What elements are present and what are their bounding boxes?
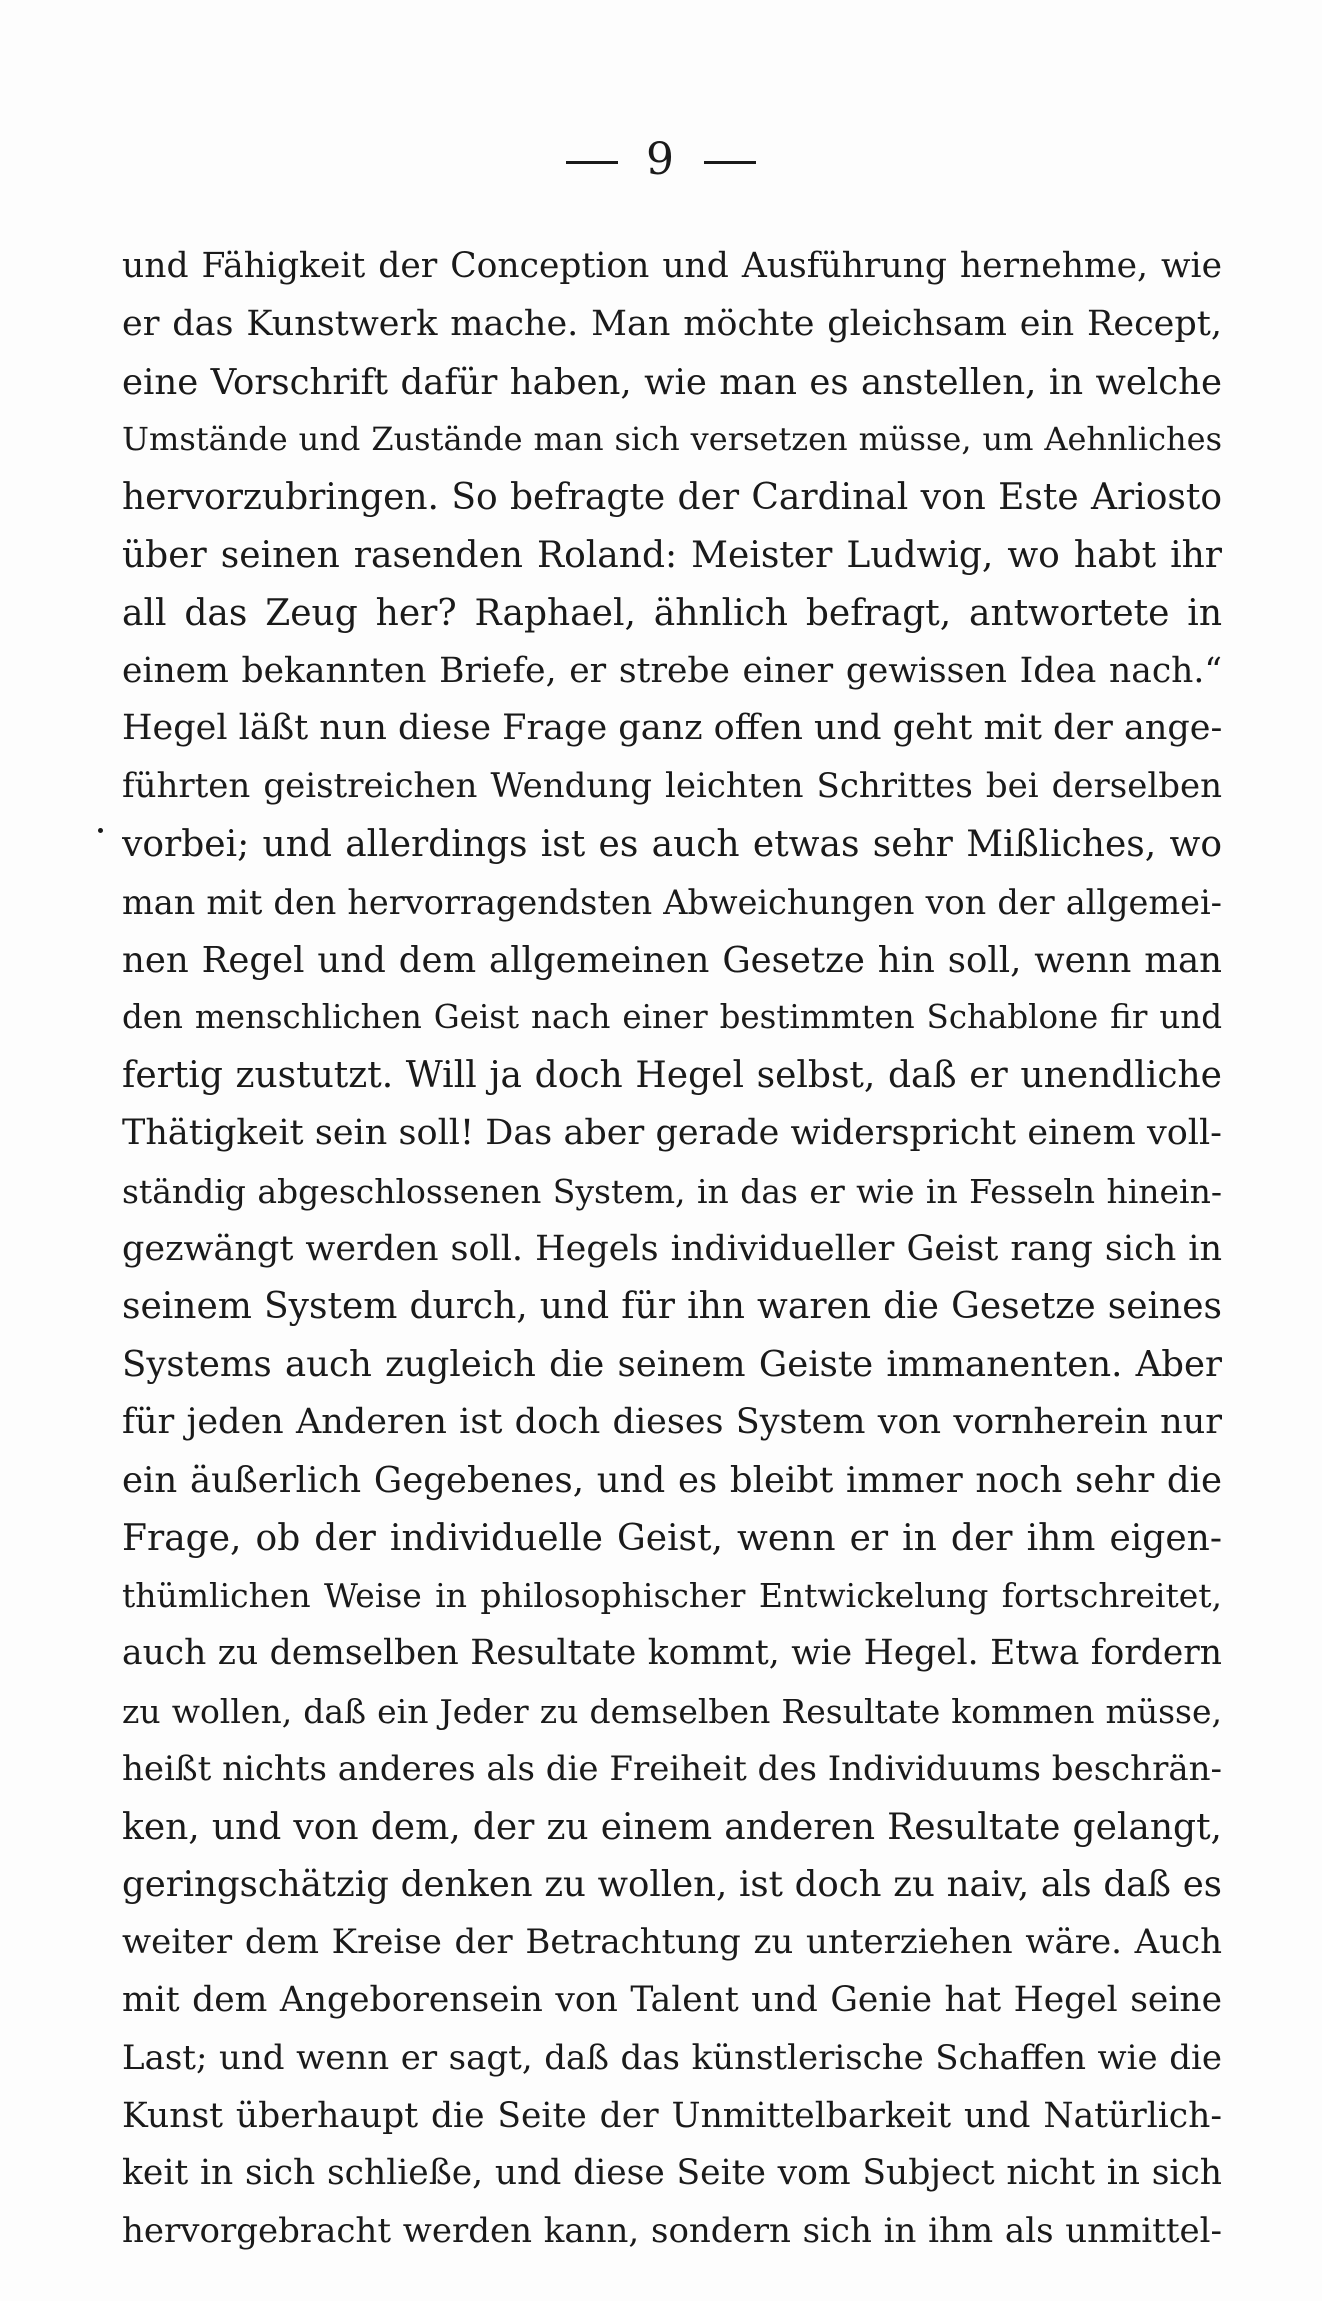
text-line: all das Zeug her? Raphael, ähnlich befragt, antwortete in [122,592,1222,634]
text-line: über seinen rasenden Roland: Meister Ludwig, wo habt ihr [122,534,1222,576]
text-line: vorbei; und allerdings ist es auch etwas sehr Mißliches, wo [122,823,1222,865]
page-header [0,130,1322,190]
text-line: keit in sich schließe, und diese Seite vom Subject nicht in sich [122,2153,1222,2194]
text-line: hervorgebracht werden kann, sondern sich in ihm als unmittel- [122,2211,1222,2252]
text-line: für jeden Anderen ist doch dieses System von vornherein nur [122,1401,1222,1442]
text-line: einem bekannten Briefe, er strebe einer gewissen Idea nach.“ [122,650,1222,691]
text-line: thümlichen Weise in philosophischer Entwickelung fortschreitet, [122,1576,1222,1616]
margin-dot [98,828,103,833]
text-line: den menschlichen Geist nach einer bestimmten Schablone fir und [122,998,1222,1037]
text-line: hervorzubringen. So befragte der Cardinal von Este Ariosto [122,477,1222,519]
body-text [122,238,1222,2261]
text-line: Umstände und Zustände man sich versetzen müsse, um Aehnliches [122,420,1222,459]
text-line: Frage, ob der individuelle Geist, wenn er in der ihm eigen- [122,1517,1222,1559]
text-line: mit dem Angeborensein von Talent und Genie hat Hegel seine [122,1979,1222,2020]
text-line: nen Regel und dem allgemeinen Gesetze hin soll, wenn man [122,939,1222,981]
text-line: fertig zustutzt. Will ja doch Hegel selbst, daß er unendliche [122,1055,1222,1097]
text-line: Hegel läßt nun diese Frage ganz offen und geht mit der ange- [122,708,1222,749]
text-line: gezwängt werden soll. Hegels individueller Geist rang sich in [122,1228,1222,1269]
text-line: Last; und wenn er sagt, daß das künstlerische Schaffen wie die [122,2037,1222,2078]
text-line: weiter dem Kreise der Betrachtung zu unterziehen wäre. Auch [122,1922,1222,1963]
text-line: ken, und von dem, der zu einem anderen Resultate gelangt, [122,1806,1222,1848]
text-line: er das Kunstwerk mache. Man möchte gleichsam ein Recept, [122,303,1222,344]
text-line: seinem System durch, und für ihn waren die Gesetze seines [122,1286,1222,1328]
text-line: und Fähigkeit der Conception und Ausführung hernehme, wie [122,246,1222,286]
text-line: auch zu demselben Resultate kommt, wie Hegel. Etwa fordern [122,1633,1222,1674]
text-line: zu wollen, daß ein Jeder zu demselben Resultate kommen müsse, [122,1691,1222,1731]
text-line: man mit den hervorragendsten Abweichungen von der allgemei- [122,882,1222,922]
text-line: eine Vorschrift dafür haben, wie man es anstellen, in welche [122,361,1222,403]
header-dash-right [704,161,756,164]
text-line: ein äußerlich Gegebenes, und es bleibt immer noch sehr die [122,1459,1222,1501]
text-line: Thätigkeit sein soll! Das aber gerade widerspricht einem voll- [122,1112,1222,1153]
text-line: geringschätzig denken zu wollen, ist doch zu naiv, als daß es [122,1864,1222,1906]
text-line: führten geistreichen Wendung leichten Schrittes bei derselben [122,766,1222,807]
header-dash-left [566,161,618,164]
text-line: heißt nichts anderes als die Freiheit des Individuums beschrän- [122,1748,1222,1789]
text-line: Systems auch zugleich die seinem Geiste immanenten. Aber [122,1344,1222,1386]
page-number: 9 [646,134,676,185]
text-line: ständig abgeschlossenen System, in das er wie in Fesseln hinein- [122,1171,1222,1211]
text-line: Kunst überhaupt die Seite der Unmittelbarkeit und Natürlich- [122,2095,1222,2136]
